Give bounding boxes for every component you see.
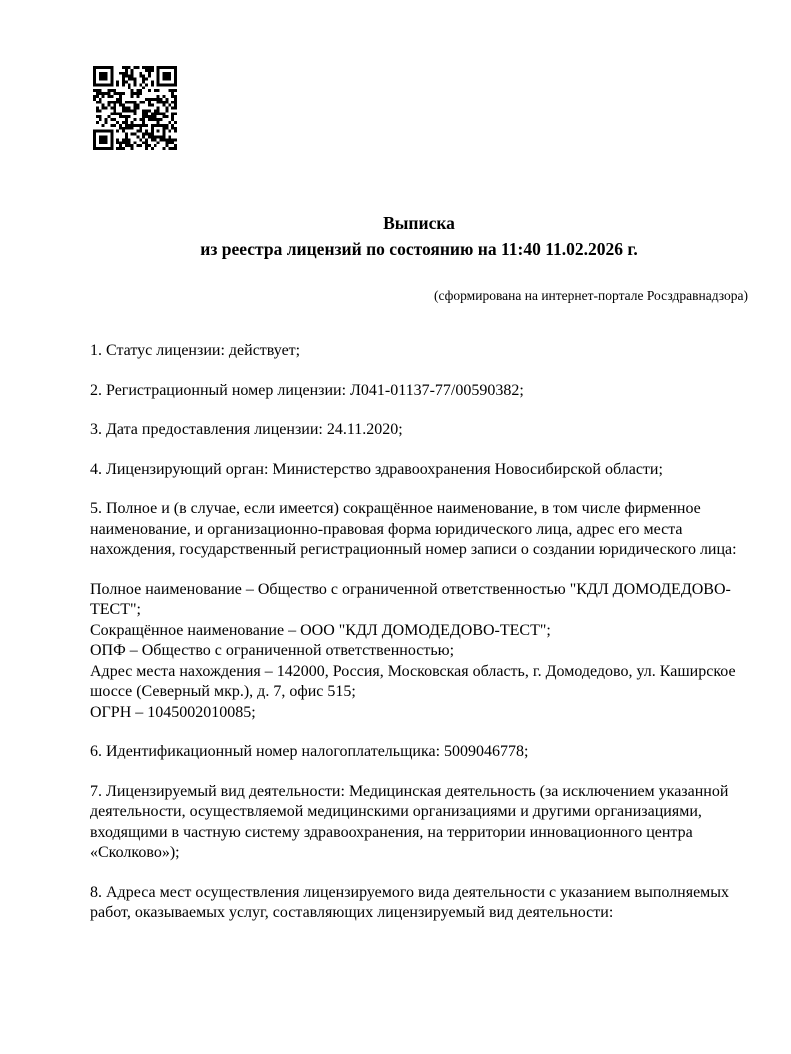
document-body [90, 341, 748, 924]
para-org-intro: 5. Полное и (в случае, если имеется) сокращённое наименование, в том числе фирменное наименование, и организационно-правовая форма юридического лица, адрес его места нахождения, государственный регистрационный номер записи о создании юридического лица: [90, 500, 737, 558]
para-registration-number: 2. Регистрационный номер лицензии: Л041-01137-77/00590382; [90, 381, 524, 399]
portal-note: (сформирована на интернет-портале Росздравнадзора) [433, 288, 748, 303]
document-title-line2: из реестра лицензий по состоянию на 11:40 11.02.2026 г. [200, 239, 638, 259]
org-opf: ОПФ – Общество с ограниченной ответственностью; [90, 642, 455, 659]
para-grant-date: 3. Дата предоставления лицензии: 24.11.2020; [90, 421, 403, 438]
org-full-name: Полное наименование – Общество с ограниченной ответственностью "КДЛ ДОМОДЕДОВО-ТЕСТ"; [90, 580, 731, 618]
para-activity-addresses: 8. Адреса мест осуществления лицензируемого вида деятельности с указанием выполняемых работ, оказываемых услуг, составляющих лицензируемый вид деятельности: [90, 883, 730, 921]
para-license-status: 1. Статус лицензии: действует; [90, 342, 301, 359]
document-title [90, 210, 748, 262]
document-title-line1: Выписка [383, 213, 455, 233]
para-activity-type: 7. Лицензируемый вид деятельности: Медицинская деятельность (за исключением указанной деятельности, осуществляемой медицинскими организациями и другими организациями, входящими в частную систему здравоохранения, на территории инновационного центра «Сколково»); [90, 782, 729, 861]
document-content [0, 66, 791, 924]
qr-code-icon [93, 66, 177, 150]
org-ogrn: ОГРН – 1045002010085; [90, 703, 256, 721]
para-licensing-authority: 4. Лицензирующий орган: Министерство здравоохранения Новосибирской области; [90, 460, 663, 478]
org-details-block [90, 580, 748, 724]
org-short-name: Сокращённое наименование – ООО "КДЛ ДОМОДЕДОВО-ТЕСТ"; [90, 621, 551, 639]
org-address: Адрес места нахождения – 142000, Россия, Московская область, г. Домодедово, ул. Каширское шоссе (Северный мкр.), д. 7, офис 515; [90, 662, 736, 700]
para-inn: 6. Идентификационный номер налогоплательщика: 5009046778; [90, 743, 529, 760]
